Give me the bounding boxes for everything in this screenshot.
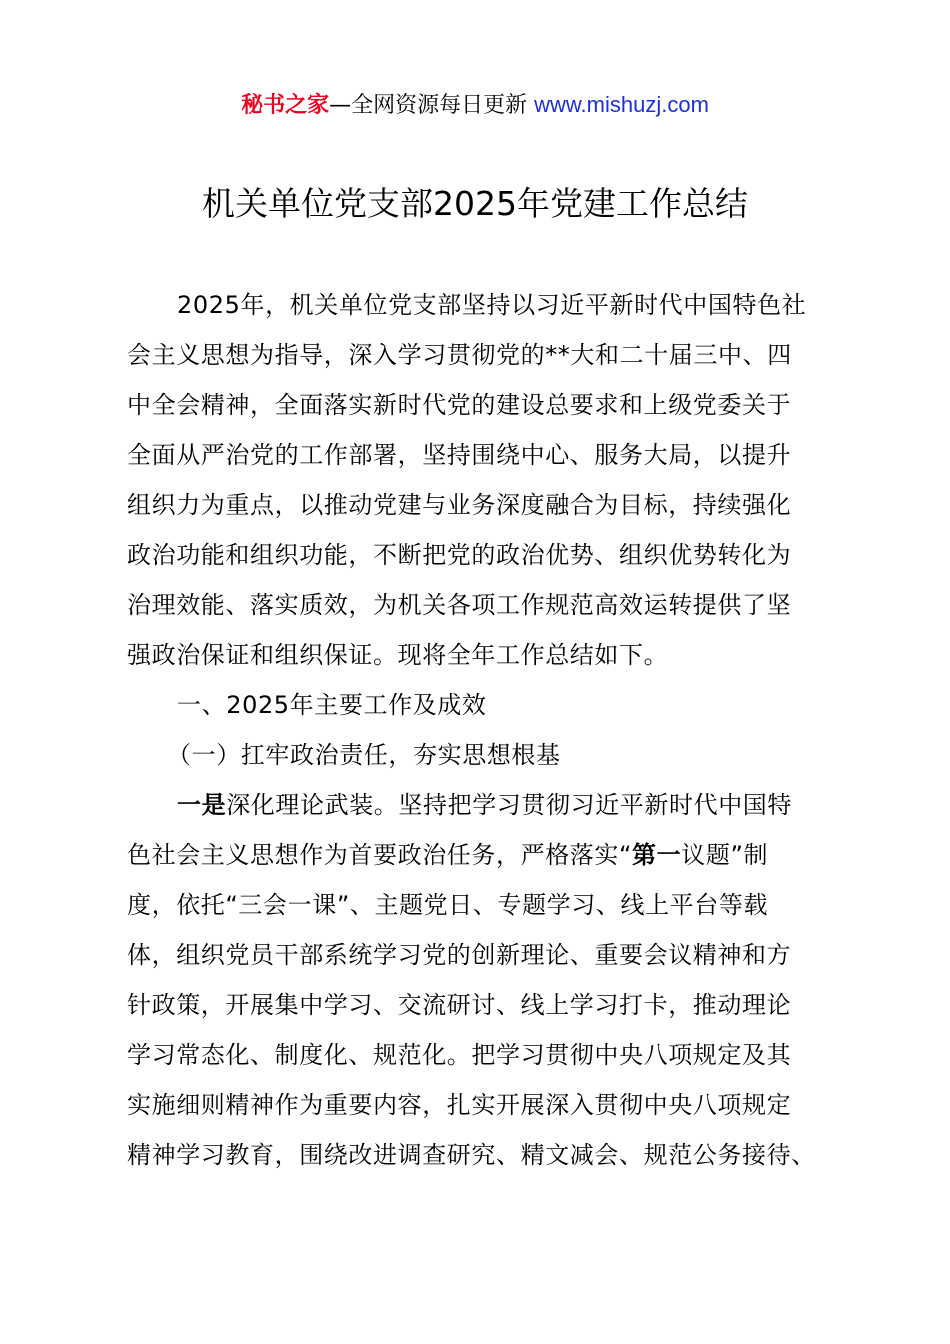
document-title: 机关单位党支部2025年党建工作总结 bbox=[202, 184, 748, 223]
intro-line-7: 治理效能、落实质效，为机关各项工作规范高效运转提供了坚 bbox=[127, 591, 792, 619]
site-brand: 秘书之家 bbox=[241, 93, 330, 118]
item1-line-6: 学习常态化、制度化、规范化。把学习贯彻中央八项规定及其 bbox=[127, 1041, 792, 1069]
intro-line-2: 会主义思想为指导，深入学习贯彻党的**大和二十届三中、四 bbox=[127, 341, 792, 369]
item1-line-8: 精神学习教育，围绕改进调查研究、精文减会、规范公务接待、 bbox=[127, 1141, 816, 1169]
item1-line-2-bold: 第一 bbox=[632, 841, 682, 869]
section-heading: 一、2025年主要工作及成效 bbox=[177, 691, 487, 719]
subsection-heading: （一）扛牢政治责任，夯实思想根基 bbox=[167, 741, 561, 769]
site-tagline: —全网资源每日更新 bbox=[329, 93, 535, 118]
item1-line-2-text-b: 议题”制 bbox=[681, 841, 769, 869]
intro-line-4: 全面从严治党的工作部署，坚持围绕中心、服务大局，以提升 bbox=[127, 441, 792, 469]
item1-lead: 一是 bbox=[177, 791, 227, 819]
intro-line-3: 中全会精神，全面落实新时代党的建设总要求和上级党委关于 bbox=[127, 391, 792, 419]
item1-line-1 bbox=[177, 788, 792, 822]
intro-line-8: 强政治保证和组织保证。现将全年工作总结如下。 bbox=[127, 641, 669, 669]
site-url-link[interactable]: www.mishuzj.com bbox=[534, 92, 709, 117]
item1-line-2-text-a: 色社会主义思想作为首要政治任务，严格落实“ bbox=[127, 841, 633, 869]
item1-line-1-text: 深化理论武装。坚持把学习贯彻习近平新时代中国特 bbox=[226, 791, 793, 819]
item1-line-7: 实施细则精神作为重要内容，扎实开展深入贯彻中央八项规定 bbox=[127, 1091, 792, 1119]
intro-line-5: 组织力为重点，以推动党建与业务深度融合为目标，持续强化 bbox=[127, 491, 792, 519]
intro-line-6: 政治功能和组织功能，不断把党的政治优势、组织优势转化为 bbox=[127, 541, 792, 569]
item1-line-5: 针政策，开展集中学习、交流研讨、线上学习打卡，推动理论 bbox=[127, 991, 792, 1019]
site-header bbox=[0, 88, 950, 123]
item1-line-4: 体，组织党员干部系统学习党的创新理论、重要会议精神和方 bbox=[127, 941, 792, 969]
item1-line-2 bbox=[127, 838, 768, 872]
intro-line-1: 2025年，机关单位党支部坚持以习近平新时代中国特色社 bbox=[177, 291, 807, 319]
item1-line-3: 度，依托“三会一课”、主题党日、专题学习、线上平台等载 bbox=[127, 891, 769, 919]
